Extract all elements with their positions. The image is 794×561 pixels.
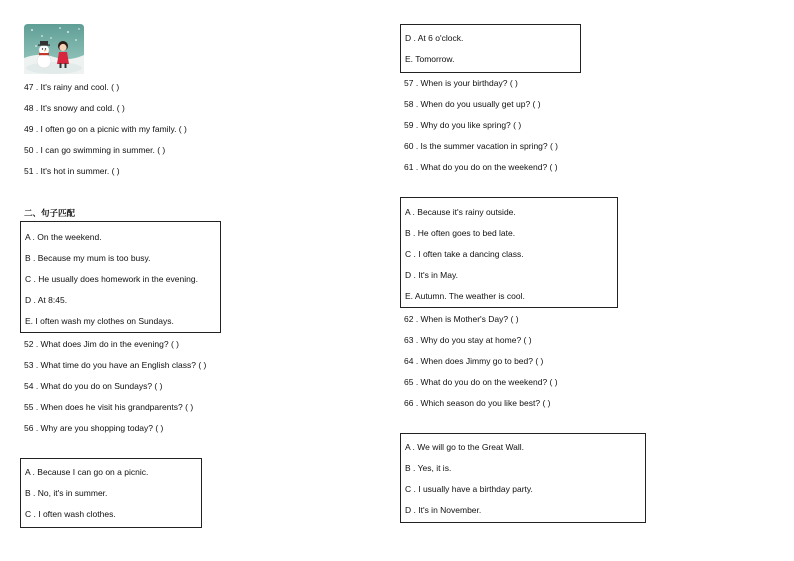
question-50: 50 . I can go swimming in summer. ( ) bbox=[24, 145, 166, 155]
question-58: 58 . When do you usually get up? ( ) bbox=[404, 99, 541, 109]
question-56: 56 . Why are you shopping today? ( ) bbox=[24, 423, 164, 433]
answer-option: B . He often goes to bed late. bbox=[405, 228, 516, 238]
answer-option: E. Tomorrow. bbox=[405, 54, 455, 64]
question-52: 52 . What does Jim do in the evening? ( ) bbox=[24, 339, 179, 349]
answer-box-2 bbox=[20, 458, 202, 528]
question-60: 60 . Is the summer vacation in spring? ( ) bbox=[404, 141, 559, 151]
answer-option: C . I often take a dancing class. bbox=[405, 249, 524, 259]
answer-box-4 bbox=[400, 197, 618, 308]
question-49: 49 . I often go on a picnic with my family. ( ) bbox=[24, 124, 187, 134]
question-53: 53 . What time do you have an English class? ( ) bbox=[24, 360, 207, 370]
answer-box-3 bbox=[400, 24, 581, 73]
answer-option: B . Because my mum is too busy. bbox=[25, 253, 151, 263]
question-65: 65 . What do you do on the weekend? ( ) bbox=[404, 377, 558, 387]
answer-option: A . We will go to the Great Wall. bbox=[405, 442, 525, 452]
answer-option: C . I often wash clothes. bbox=[25, 509, 116, 519]
answer-box-1 bbox=[20, 221, 221, 333]
answer-option: E. I often wash my clothes on Sundays. bbox=[25, 316, 174, 326]
question-47: 47 . It's rainy and cool. ( ) bbox=[24, 82, 120, 92]
winter-snowman-illustration bbox=[24, 24, 84, 74]
answer-option: B . No, it's in summer. bbox=[25, 488, 108, 498]
answer-option: B . Yes, it is. bbox=[405, 463, 452, 473]
answer-option: C . I usually have a birthday party. bbox=[405, 484, 533, 494]
answer-option: A . On the weekend. bbox=[25, 232, 102, 242]
question-48: 48 . It's snowy and cold. ( ) bbox=[24, 103, 125, 113]
question-51: 51 . It's hot in summer. ( ) bbox=[24, 166, 120, 176]
answer-option: E. Autumn. The weather is cool. bbox=[405, 291, 525, 301]
answer-option: C . He usually does homework in the evening. bbox=[25, 274, 198, 284]
question-55: 55 . When does he visit his grandparents? ( ) bbox=[24, 402, 194, 412]
answer-option: D . At 8:45. bbox=[25, 295, 68, 305]
question-54: 54 . What do you do on Sundays? ( ) bbox=[24, 381, 163, 391]
question-57: 57 . When is your birthday? ( ) bbox=[404, 78, 518, 88]
answer-option: D . At 6 o'clock. bbox=[405, 33, 464, 43]
question-59: 59 . Why do you like spring? ( ) bbox=[404, 120, 522, 130]
answer-option: A . Because I can go on a picnic. bbox=[25, 467, 149, 477]
question-64: 64 . When does Jimmy go to bed? ( ) bbox=[404, 356, 544, 366]
question-62: 62 . When is Mother's Day? ( ) bbox=[404, 314, 519, 324]
section-heading: 二、句子匹配 bbox=[24, 208, 76, 218]
question-66: 66 . Which season do you like best? ( ) bbox=[404, 398, 551, 408]
question-63: 63 . Why do you stay at home? ( ) bbox=[404, 335, 532, 345]
answer-option: D . It's in November. bbox=[405, 505, 482, 515]
answer-option: D . It's in May. bbox=[405, 270, 458, 280]
question-61: 61 . What do you do on the weekend? ( ) bbox=[404, 162, 558, 172]
answer-box-5 bbox=[400, 433, 646, 523]
answer-option: A . Because it's rainy outside. bbox=[405, 207, 516, 217]
